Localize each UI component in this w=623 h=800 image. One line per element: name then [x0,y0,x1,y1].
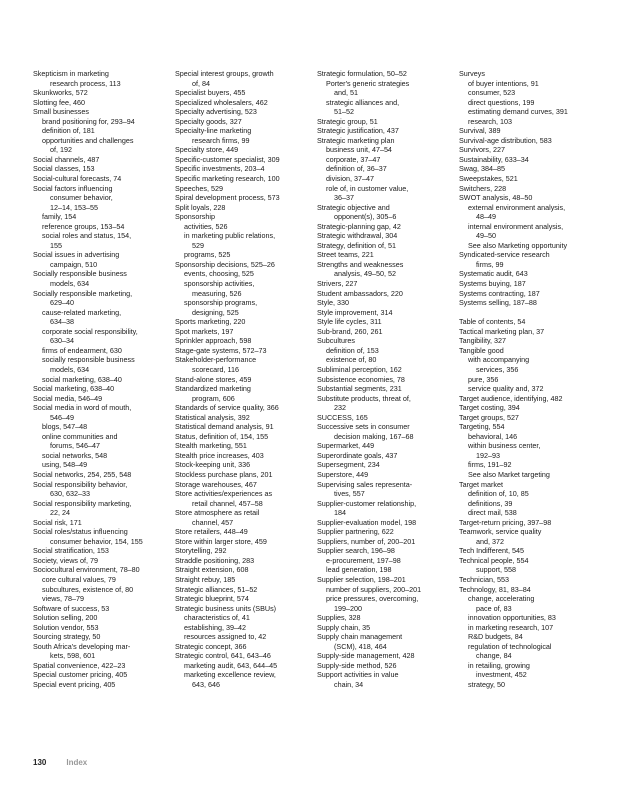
index-entry: Skepticism in marketing [33,69,109,78]
index-subentry: 199–200 [334,603,362,613]
index-entry: Strategic alliances, 51–52 [175,584,258,594]
index-entry: Target groups, 527 [459,412,519,422]
index-subentry: forums, 546–47 [50,441,100,451]
index-entry: Strategic blueprint, 574 [175,594,249,604]
index-entry: Strategic objective and [317,202,390,212]
index-entry: South Africa's developing mar- [33,641,131,651]
index-subentry: decision making, 167–68 [334,431,414,441]
index-subentry: business unit, 47–54 [326,145,392,155]
index-entry: Strategic formulation, 50–52 [317,69,407,78]
index-entry: Style, 330 [317,298,349,308]
index-entry: Supplier-evaluation model, 198 [317,517,417,527]
index-entry: Target-return pricing, 397–98 [459,517,552,527]
index-entry: Sustainability, 633–34 [459,154,529,164]
index-gap [459,308,601,318]
index-entry: Social marketing, 638–40 [33,384,115,394]
index-entry: Stock-keeping unit, 336 [175,460,251,470]
index-subentry: 630, 632–33 [50,489,90,499]
index-subentry: strategy, 50 [468,680,506,689]
index-entry: Stand-alone stores, 459 [175,374,252,384]
index-subentry: firms of endearment, 630 [42,345,122,355]
index-entry: Social-cultural forecasts, 74 [33,174,122,184]
index-subentry: 22, 24 [50,508,70,518]
index-subentry: services, 356 [476,364,519,374]
index-subentry: in retailing, growing [468,660,530,670]
index-entry: Superordinate goals, 437 [317,450,398,460]
index-entry: Teamwork, service quality [459,527,542,537]
index-subentry: tives, 557 [334,489,365,499]
index-subentry: chain, 34 [334,680,364,689]
index-entry: Stage-gate systems, 572–73 [175,345,267,355]
index-entry: Straight rebuy, 185 [175,574,236,584]
index-entry: Special event pricing, 405 [33,680,116,689]
index-entry: Straddle positioning, 283 [175,555,255,565]
index-subentry: marketing audit, 643, 644–45 [184,660,278,670]
index-entry: Substitute products, threat of, [317,393,411,403]
index-entry: Society, views of, 79 [33,555,98,565]
index-entry: Stakeholder-performance [175,355,257,365]
index-subentry: 184 [334,508,346,518]
index-entry: Sports marketing, 220 [175,317,246,327]
index-entry: Specific investments, 203–4 [175,164,265,174]
index-entry: Strategic business units (SBUs) [175,603,277,613]
index-subentry: and, 51 [334,88,358,98]
index-subentry: 529 [192,240,204,250]
index-entry: Store within larger store, 459 [175,536,267,546]
index-subentry: e-procurement, 197–98 [326,555,401,565]
index-entry: Stealth price increases, 403 [175,450,264,460]
index-column-1 [33,69,175,690]
index-subentry: role of, in customer value, [326,183,409,193]
index-entry: Specialized wholesalers, 462 [175,97,268,107]
index-entry: Strategic justification, 437 [317,126,399,136]
index-subentry: 629–40 [50,298,74,308]
index-subentry: sponsorship activities, [184,279,255,289]
index-entry: Supersegment, 234 [317,460,380,470]
index-subentry: social networks, 548 [42,450,108,460]
index-subentry: 12–14, 153–55 [50,202,98,212]
index-entry: Split loyals, 228 [175,202,226,212]
index-entry: Social classes, 153 [33,164,95,174]
index-entry: Supermarket, 449 [317,441,375,451]
index-subentry: reference groups, 153–54 [42,221,125,231]
index-entry: Switchers, 228 [459,183,507,193]
index-subentry: with accompanying [468,355,530,365]
index-column-4 [459,69,601,690]
index-subentry: direct mail, 538 [468,508,517,518]
index-subentry: 48–49 [476,212,496,222]
index-subentry: existence of, 80 [326,355,377,365]
index-subentry: channel, 457 [192,517,234,527]
index-entry: Sprinkler approach, 598 [175,336,252,346]
index-entry: Social media in word of mouth, [33,403,132,413]
index-subentry: behavioral, 146 [468,431,518,441]
index-entry: Suppliers, number of, 200–201 [317,536,416,546]
index-entry: Student ambassadors, 220 [317,288,403,298]
index-entry: Specialty goods, 327 [175,116,242,126]
index-subentry: socially responsible business [42,355,135,365]
index-subentry: regulation of technological [468,641,552,651]
index-entry: Spatial convenience, 422–23 [33,660,126,670]
index-entry: Sponsorship [175,212,215,222]
index-subentry: and, 372 [476,536,504,546]
index-entry: Social responsibility marketing, [33,498,132,508]
index-entry: Sub-brand, 260, 261 [317,326,383,336]
index-subentry: 155 [50,240,62,250]
index-subentry: marketing excellence review, [184,670,276,680]
index-entry: Small businesses [33,107,89,117]
index-subentry: social marketing, 638–40 [42,374,122,384]
index-subentry: 232 [334,403,346,413]
index-subentry: 49–50 [476,231,496,241]
index-subentry: pure, 356 [468,374,499,384]
index-subentry: definitions, 39 [468,498,513,508]
index-subentry: using, 548–49 [42,460,88,470]
index-subentry: designing, 525 [192,307,239,317]
index-subentry: online communities and [42,431,118,441]
index-entry: Street teams, 221 [317,250,374,260]
index-subentry: establishing, 39–42 [184,622,246,632]
index-entry: Supplies, 328 [317,613,361,623]
index-entry: Survival-age distribution, 583 [459,135,552,145]
index-subentry: (SCM), 418, 464 [334,641,387,651]
index-entry: Sponsorship decisions, 525–26 [175,259,275,269]
index-subentry: analysis, 49–50, 52 [334,269,396,279]
index-subentry: brand positioning for, 293–94 [42,116,135,126]
index-subentry: in marketing research, 107 [468,622,554,632]
index-entry: Successive sets in consumer [317,422,410,432]
index-entry: Solution selling, 200 [33,613,98,623]
index-entry: Target costing, 394 [459,403,520,413]
index-entry: Superstore, 449 [317,469,369,479]
index-entry: Table of contents, 54 [459,317,526,327]
index-subentry: blogs, 547–48 [42,422,88,432]
index-subentry: division, 37–47 [326,174,374,184]
index-entry: Socially responsible business [33,269,127,279]
index-subentry: kets, 598, 601 [50,651,96,661]
index-entry: Stealth marketing, 551 [175,441,247,451]
index-entry: Speeches, 529 [175,183,223,193]
index-subentry: views, 78–79 [42,594,84,604]
index-columns [33,69,603,690]
index-entry: Statistical analysis, 392 [175,412,250,422]
index-entry: Statistical demand analysis, 91 [175,422,274,432]
index-entry: Strivers, 227 [317,279,358,289]
index-entry: Socially responsible marketing, [33,288,133,298]
index-column-2 [175,69,317,690]
index-entry: Strategic control, 641, 643–46 [175,651,271,661]
index-entry: Tech Indifferent, 545 [459,546,524,556]
index-subentry: subcultures, existence of, 80 [42,584,134,594]
index-entry: Storytelling, 292 [175,546,227,556]
index-subentry: See also Market targeting [468,469,550,479]
index-subentry: of buyer intentions, 91 [468,78,539,88]
index-entry: Solution vendor, 553 [33,622,99,632]
index-subentry: internal environment analysis, [468,221,564,231]
index-entry: Sociocultural environment, 78–80 [33,565,140,575]
index-subentry: number of suppliers, 200–201 [326,584,422,594]
index-subentry: support, 558 [476,565,516,575]
index-subentry: corporate social responsibility, [42,326,138,336]
index-entry: Supplier search, 196–98 [317,546,395,556]
index-entry: Stockless purchase plans, 201 [175,469,273,479]
index-entry: Sourcing strategy, 50 [33,632,101,642]
index-entry: Social channels, 487 [33,154,100,164]
index-entry: Spiral development process, 573 [175,193,280,203]
index-entry: Tactical marketing plan, 37 [459,326,545,336]
index-subentry: cause-related marketing, [42,307,122,317]
page-number: 130 [33,758,47,767]
index-entry: Store activities/experiences as [175,489,273,499]
index-entry: Sweepstakes, 521 [459,174,518,184]
index-entry: Strategic-planning gap, 42 [317,221,401,231]
index-subentry: resources assigned to, 42 [184,632,267,642]
index-entry: Surveys [459,69,485,78]
index-subentry: firms, 191–92 [468,460,512,470]
index-subentry: measuring, 526 [192,288,242,298]
index-subentry: lead generation, 198 [326,565,392,575]
index-entry: Social risk, 171 [33,517,82,527]
index-entry: Software of success, 53 [33,603,110,613]
index-subentry: opponent(s), 305–6 [334,212,397,222]
index-entry: Specialty store, 449 [175,145,239,155]
index-entry: Specialty-line marketing [175,126,252,136]
index-entry: Subcultures [317,336,355,346]
index-subentry: core cultural values, 79 [42,574,116,584]
index-entry: Style life cycles, 311 [317,317,382,327]
index-entry: Strengths and weaknesses [317,259,404,269]
index-entry: Specialist buyers, 455 [175,88,246,98]
index-subentry: R&D budgets, 84 [468,632,523,642]
index-entry: Social stratification, 153 [33,546,109,556]
index-subentry: innovation opportunities, 83 [468,613,556,623]
index-subentry: investment, 452 [476,670,527,680]
index-subentry: of, 192 [50,145,72,155]
index-entry: Skunkworks, 572 [33,88,88,98]
index-entry: Subliminal perception, 162 [317,364,402,374]
index-subentry: of, 84 [192,78,210,88]
index-entry: Specific-customer specialist, 309 [175,154,280,164]
index-subentry: campaign, 510 [50,259,98,269]
index-subentry: consumer behavior, 154, 155 [50,536,143,546]
index-entry: Standardized marketing [175,384,251,394]
index-entry: Substantial segments, 231 [317,384,402,394]
index-entry: Swag, 384–85 [459,164,505,174]
index-entry: Social issues in advertising [33,250,120,260]
index-entry: Survival, 389 [459,126,501,136]
index-subentry: direct questions, 199 [468,97,535,107]
index-subentry: change, 84 [476,651,512,661]
index-entry: Specialty advertising, 523 [175,107,257,117]
index-entry: Targeting, 554 [459,422,505,432]
index-subentry: strategic alliances and, [326,97,400,107]
index-entry: Social roles/status influencing [33,527,128,537]
index-entry: Strategic marketing plan [317,135,395,145]
index-entry: Support activities in value [317,670,399,680]
index-entry: Strategic withdrawal, 304 [317,231,398,241]
index-subentry: research, 103 [468,116,512,126]
index-entry: Supply chain, 35 [317,622,371,632]
index-entry: Systematic audit, 643 [459,269,528,279]
index-entry: Supplier partnering, 622 [317,527,394,537]
index-entry: Supplier selection, 198–201 [317,574,406,584]
index-entry: Tangible good [459,345,504,355]
index-subentry: research process, 113 [50,78,121,88]
index-entry: Systems contracting, 187 [459,288,540,298]
index-entry: Supplier-customer relationship, [317,498,417,508]
index-subentry: change, accelerating [468,594,535,604]
footer-label: Index [66,758,88,767]
index-subentry: within business center, [468,441,541,451]
index-entry: Supply chain management [317,632,403,642]
index-entry: Syndicated-service research [459,250,550,260]
index-entry: Supply-side method, 526 [317,660,397,670]
index-entry: Systems buying, 187 [459,279,526,289]
index-subentry: 51–52 [334,107,354,117]
index-entry: Strategic concept, 366 [175,641,247,651]
index-entry: Status, definition of, 154, 155 [175,431,269,441]
index-entry: Systems selling, 187–88 [459,298,537,308]
index-entry: Subsistence economies, 78 [317,374,405,384]
index-subentry: programs, 525 [184,250,231,260]
index-entry: Technician, 553 [459,574,509,584]
index-entry: Supervising sales representa- [317,479,413,489]
index-subentry: events, choosing, 525 [184,269,254,279]
index-subentry: definition of, 153 [326,345,379,355]
index-entry: Social factors influencing [33,183,113,193]
index-subentry: definition of, 181 [42,126,95,136]
index-entry: Special customer pricing, 405 [33,670,128,680]
index-entry: SWOT analysis, 48–50 [459,193,533,203]
index-subentry: research firms, 99 [192,135,250,145]
index-subentry: external environment analysis, [468,202,566,212]
index-subentry: definition of, 10, 85 [468,489,529,499]
index-subentry: Porter's generic strategies [326,78,410,88]
index-subentry: models, 634 [50,279,90,289]
index-subentry: consumer, 523 [468,88,516,98]
index-entry: Social responsibility behavior, [33,479,128,489]
index-entry: Strategy, definition of, 51 [317,240,396,250]
index-subentry: in marketing public relations, [184,231,276,241]
index-subentry: characteristics of, 41 [184,613,250,623]
index-subentry: models, 634 [50,364,90,374]
index-entry: Straight extension, 608 [175,565,249,575]
index-subentry: scorecard, 116 [192,364,240,374]
index-entry: Spot markets, 197 [175,326,234,336]
index-entry: Survivors, 227 [459,145,505,155]
index-subentry: 630–34 [50,336,74,346]
index-entry: Strategic group, 51 [317,116,378,126]
index-subentry: estimating demand curves, 391 [468,107,568,117]
index-entry: SUCCESS, 165 [317,412,368,422]
index-entry: Store retailers, 448–49 [175,527,248,537]
index-entry: Tangibility, 327 [459,336,507,346]
index-entry: Style improvement, 314 [317,307,393,317]
index-subentry: service quality and, 372 [468,384,544,394]
index-entry: Store atmosphere as retail [175,508,260,518]
index-subentry: consumer behavior, [50,193,113,203]
index-entry: Technical people, 554 [459,555,529,565]
index-subentry: social roles and status, 154, [42,231,132,241]
index-subentry: See also Marketing opportunity [468,240,568,250]
index-subentry: corporate, 37–47 [326,154,381,164]
index-entry: Social media, 546–49 [33,393,103,403]
index-entry: Standards of service quality, 366 [175,403,279,413]
index-entry: Social networks, 254, 255, 548 [33,469,132,479]
index-subentry: program, 606 [192,393,235,403]
index-subentry: 643, 646 [192,680,220,689]
page-footer [33,758,87,767]
index-subentry: definition of, 36–37 [326,164,387,174]
index-subentry: 36–37 [334,193,354,203]
index-entry: Technology, 81, 83–84 [459,584,531,594]
index-entry: Target market [459,479,503,489]
index-entry: Slotting fee, 460 [33,97,85,107]
index-subentry: opportunities and challenges [42,135,134,145]
index-entry: Target audience, identifying, 482 [459,393,563,403]
index-entry: Specific marketing research, 100 [175,174,280,184]
index-subentry: 546–49 [50,412,74,422]
index-subentry: price pressures, overcoming, [326,594,419,604]
index-subentry: activities, 526 [184,221,228,231]
index-subentry: 192–93 [476,450,500,460]
index-subentry: 634–38 [50,317,74,327]
index-subentry: retail channel, 457–58 [192,498,263,508]
index-subentry: firms, 99 [476,259,504,269]
index-entry: Special interest groups, growth [175,69,274,78]
index-subentry: pace of, 83 [476,603,512,613]
index-entry: Supply-side management, 428 [317,651,415,661]
index-entry: Storage warehouses, 467 [175,479,257,489]
index-subentry: family, 154 [42,212,77,222]
index-subentry: sponsorship programs, [184,298,258,308]
index-column-3 [317,69,459,690]
